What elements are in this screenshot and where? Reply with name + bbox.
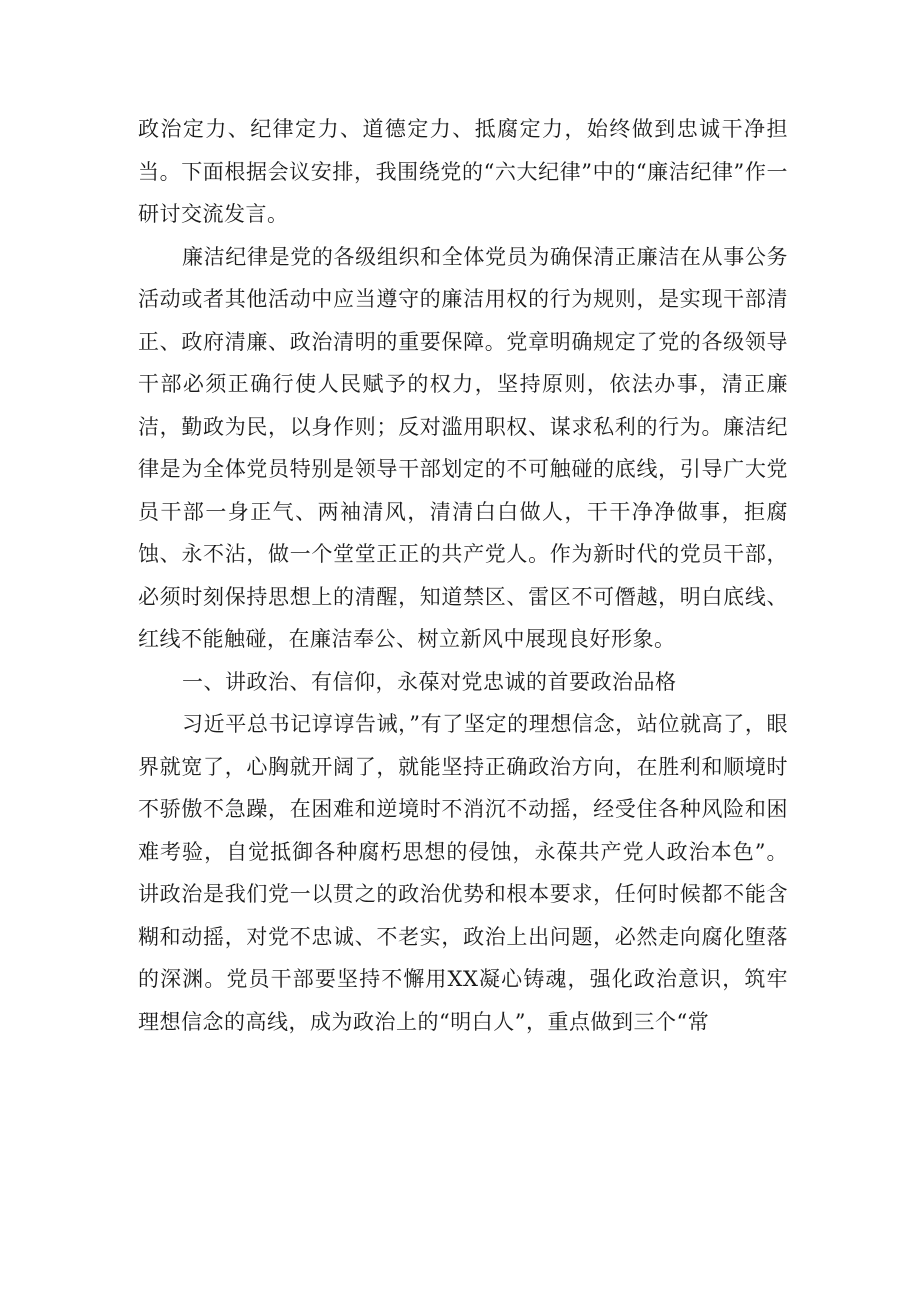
document-body [138,108,788,1043]
paragraph-integrity-discipline: 廉洁纪律是党的各级组织和全体党员为确保清正廉洁在从事公务活动或者其他活动中应当遵守的廉洁用权的行为规则，是实现干部清正、政府清廉、政治清明的重要保障。党章明确规定了党的各级领导干部必须正确行使人民赋予的权力，坚持原则，依法办事，清正廉洁，勤政为民，以身作则；反对滥用职权、谋求私利的行为。廉洁纪律是为全体党员特别是领导干部划定的不可触碰的底线，引导广大党员干部一身正气、两袖清风，清清白白做人，干干净净做事，拒腐蚀、永不沾，做一个堂堂正正的共产党人。作为新时代的党员干部，必须时刻保持思想上的清醒，知道禁区、雷区不可僭越，明白底线、红线不能触碰，在廉洁奉公、树立新风中展现良好形象。 [138,244,788,651]
section-heading-1: 一、讲政治、有信仰，永葆对党忠诚的首要政治品格 [182,669,677,694]
paragraph-politics: 习近平总书记谆谆告诫，”有了坚定的理想信念，站位就高了，眼界就宽了，心胸就开阔了，就能坚持正确政治方向，在胜利和顺境时不骄傲不急躁，在困难和逆境时不消沉不动摇，经受住各种风险和困难考验，自觉抵御各种腐朽思想的侵蚀，永葆共产党人政治本色”。讲政治是我们党一以贯之的政治优势和根本要求，任何时候都不能含糊和动摇，对党不忠诚、不老实，政治上出问题，必然走向腐化堕落的深渊。党员干部要坚持不懈用XX凝心铸魂，强化政治意识，筑牢理想信念的高线，成为政治上的“明白人”，重点做到三个“常 [138,712,788,1034]
paragraph-opening: 政治定力、纪律定力、道德定力、抵腐定力，始终做到忠诚干净担当。下面根据会议安排，我围绕党的“六大纪律”中的“廉洁纪律”作一研讨交流发言。 [138,117,788,226]
